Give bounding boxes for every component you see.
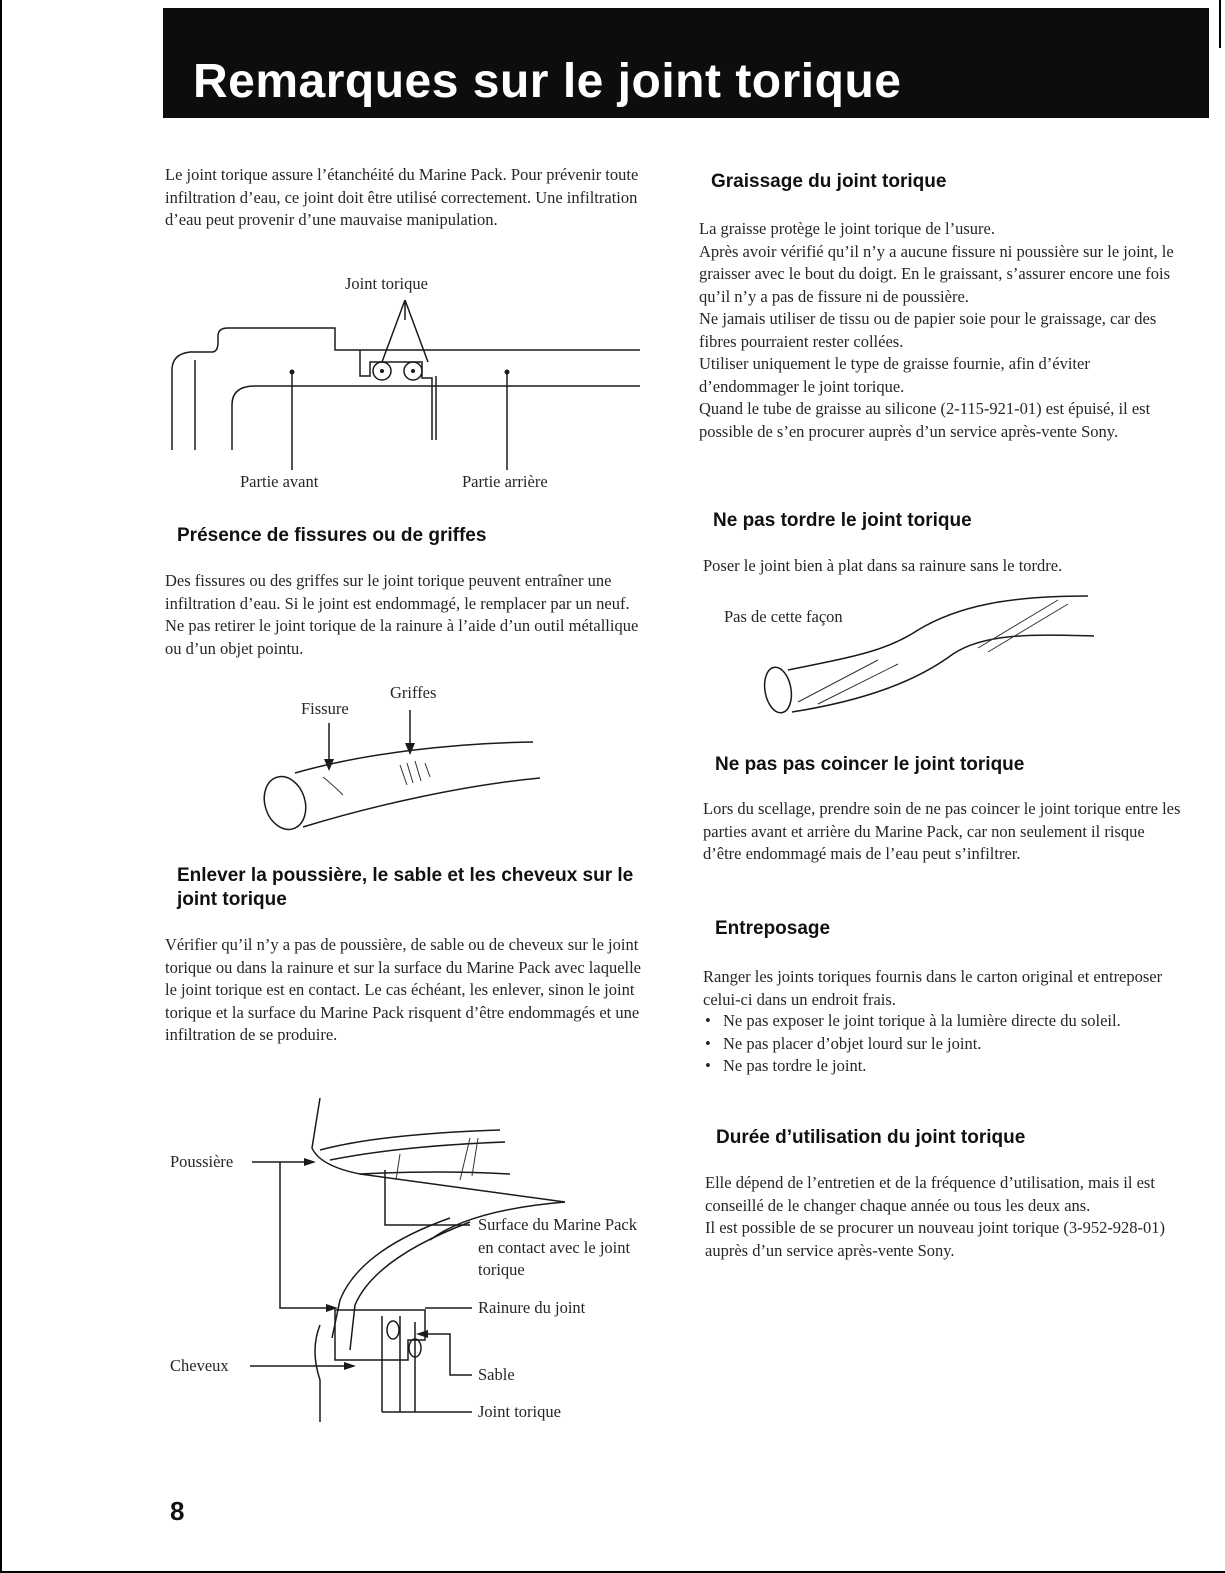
dust-paragraph: Vérifier qu’il n’y a pas de poussière, de sable ou de cheveux sur le joint torique ou dans la rainure et sur la surface du Marine Pack avec laquelle le joint torique est en contact. Le cas échéant, les enlever, sinon le joint torique et la surface du Marine Pack risquent d’être endommagés et une infiltration de se produire. <box>165 935 642 1044</box>
twist-paragraph: Poser le joint bien à plat dans sa rainure sans le tordre. <box>703 556 1063 575</box>
page-number: 8 <box>170 1496 185 1526</box>
oring-cross-section-figure <box>160 290 650 490</box>
intro-paragraph: Le joint torique assure l’étanchéité du Marine Pack. Pour prévenir toute infiltration d’eau, ce joint doit être utilisé correctement. Une infiltration d’eau peut provenir d’une mauvaise manipulation. <box>165 165 639 229</box>
bullet-icon: • <box>705 1033 711 1053</box>
page-title: Remarques sur le joint torique <box>193 55 902 108</box>
twisted-oring-figure <box>758 590 1098 720</box>
storage-paragraph: Ranger les joints toriques fournis dans le carton original et entreposer celui-ci dans un endroit frais. <box>703 967 1163 1009</box>
heading-twist: Ne pas tordre le joint torique <box>713 510 972 531</box>
list-item: • Ne pas placer d’objet lourd sur le joint. <box>703 1033 1173 1056</box>
page-edge-right <box>1219 0 1221 48</box>
fig2-label-crack: Fissure <box>301 699 349 718</box>
fig1-label-back: Partie arrière <box>462 472 548 491</box>
bullet-icon: • <box>705 1056 711 1075</box>
heading-lifetime: Durée d’utilisation du joint torique <box>716 1127 1026 1148</box>
fig2-label-scratches: Griffes <box>390 683 437 702</box>
title-banner <box>163 8 1209 118</box>
heading-grease: Graissage du joint torique <box>711 171 947 192</box>
storage-bullet-list <box>703 1010 1173 1078</box>
bullet-icon: • <box>705 1011 711 1030</box>
heading-pinch: Ne pas pas coincer le joint torique <box>715 754 1025 775</box>
fig3-label-groove: Rainure du joint <box>478 1298 586 1317</box>
list-item: • Ne pas tordre le joint. <box>703 1055 1173 1078</box>
fig3-label-hair: Cheveux <box>170 1356 229 1375</box>
fig1-label-joint: Joint torique <box>345 274 428 293</box>
heading-cracks: Présence de fissures ou de griffes <box>177 525 487 546</box>
pinch-paragraph: Lors du scellage, prendre soin de ne pas coincer le joint torique entre les parties avant et arrière du Marine Pack, car non seulement il risque d’être endommagé mais de l’eau peut s’infiltrer. <box>703 799 1181 863</box>
heading-storage: Entreposage <box>715 918 831 939</box>
oring-crack-figure <box>255 705 555 835</box>
fig3-label-surface: Surface du Marine Pack en contact avec le joint torique <box>478 1215 637 1279</box>
fig3-label-dust: Poussière <box>170 1152 234 1171</box>
cracks-paragraph: Des fissures ou des griffes sur le joint torique peuvent entraîner une infiltration d’eau. Si le joint est endommagé, le remplacer par un neuf. Ne pas retirer le joint torique de la rainure à l’aide d’un outil métallique ou d’un objet pointu. <box>165 571 639 658</box>
list-item: • Ne pas exposer le joint torique à la lumière directe du soleil. <box>703 1010 1173 1033</box>
fig1-label-front: Partie avant <box>240 472 319 491</box>
grease-paragraph: La graisse protège le joint torique de l’usure. Après avoir vérifié qu’il n’y a aucune fissure ni poussière sur le joint, le graisser avec le bout du doigt. En le graissant, s’assurer encore une fois qu’il n’y a pas de fissure ni de poussière. Ne jamais utiliser de tissu ou de papier soie pour le graissage, car des fibres pourraient rester collées. Utiliser uniquement le type de graisse fournie, afin d’éviter d’endommager le joint torique. Quand le tube de graisse au silicone (2-115-921-01) est épuisé, il est possible de s’en procurer auprès d’un service après-vente Sony. <box>699 219 1174 441</box>
heading-dust: Enlever la poussière, le sable et les cheveux sur le joint torique <box>177 865 634 910</box>
fig3-label-oring: Joint torique <box>478 1402 561 1421</box>
fig4-label-not-this-way: Pas de cette façon <box>724 607 843 626</box>
lifetime-paragraph: Elle dépend de l’entretien et de la fréquence d’utilisation, mais il est conseillé de le changer chaque année ou tous les deux ans. Il est possible de se procurer un nouveau joint torique (3-952-928-01) auprès d’un service après-vente Sony. <box>705 1173 1166 1260</box>
fig3-label-sand: Sable <box>478 1365 515 1384</box>
page-edge-left <box>0 0 2 1573</box>
